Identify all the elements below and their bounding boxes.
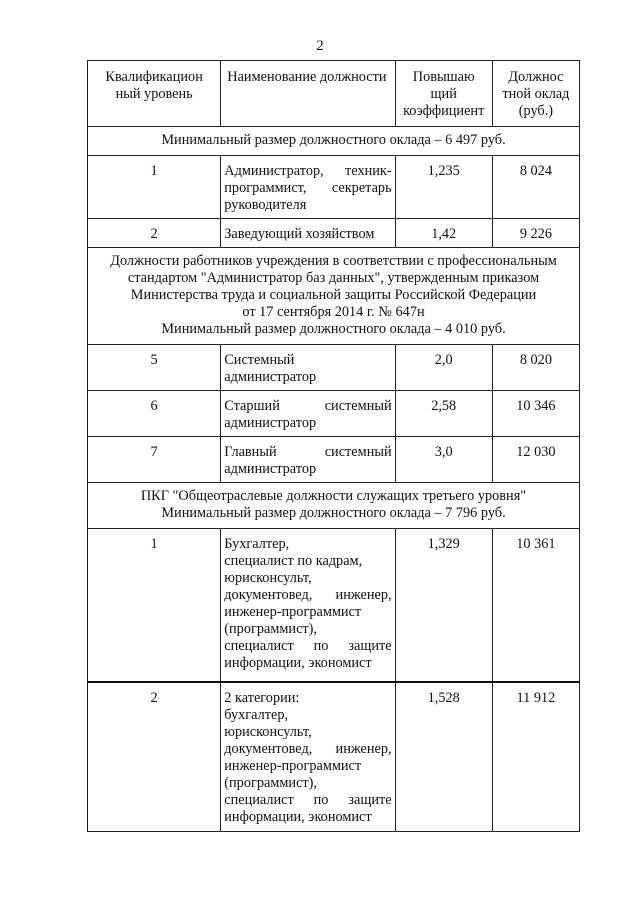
level-cell: 1 (88, 529, 221, 682)
salary-cell: 9 226 (492, 219, 579, 248)
header-qualification-level: Квалификацион ный уровень (88, 61, 221, 127)
table-row (88, 391, 580, 437)
salary-cell: 8 020 (492, 345, 579, 391)
level-cell: 7 (88, 437, 221, 483)
level-cell: 6 (88, 391, 221, 437)
salary-cell: 10 346 (492, 391, 579, 437)
salary-cell: 10 361 (492, 529, 579, 682)
section-band (88, 248, 580, 345)
page-number: 2 (316, 38, 324, 54)
section-band (88, 127, 580, 156)
position-cell: Старший системный администратор (221, 391, 395, 437)
band-text: Должности работников учреждения в соответствии с профессиональным стандартом "Администратор баз данных", утвержденным приказом Министерства труда и социальной защиты Российской Федерации от 17 сентября 2014 г. № 647н Минимальный размер должностного оклада – 4 010 руб. (88, 248, 580, 345)
position-cell: 2 категории: бухгалтер, юрисконсульт, документовед, инженер, инженер-программист (программист), специалист по защите информации, экономист (221, 682, 395, 832)
table-row (88, 219, 580, 248)
coefficient-cell: 1,528 (395, 682, 492, 832)
position-cell: Бухгалтер, специалист по кадрам, юрисконсульт, документовед, инженер, инженер-программист (программист), специалист по защите информации, экономист (221, 529, 395, 682)
table-row (88, 437, 580, 483)
table-header-row (88, 61, 580, 127)
coefficient-cell: 1,329 (395, 529, 492, 682)
level-cell: 2 (88, 219, 221, 248)
salary-cell: 8 024 (492, 156, 579, 219)
level-cell: 2 (88, 682, 221, 832)
table-row (88, 529, 580, 682)
band-text: ПКГ "Общеотраслевые должности служащих третьего уровня" Минимальный размер должностного оклада – 7 796 руб. (88, 483, 580, 529)
table-row (88, 156, 580, 219)
table-row (88, 682, 580, 832)
section-band (88, 483, 580, 529)
salary-cell: 12 030 (492, 437, 579, 483)
salary-cell: 11 912 (492, 682, 579, 832)
position-cell: Администратор, техник- программист, секретарь руководителя (221, 156, 395, 219)
coefficient-cell: 2,58 (395, 391, 492, 437)
band-text: Минимальный размер должностного оклада – 6 497 руб. (88, 127, 580, 156)
coefficient-cell: 3,0 (395, 437, 492, 483)
level-cell: 5 (88, 345, 221, 391)
header-position-name: Наименование должности (221, 61, 395, 127)
position-cell: Главный системный администратор (221, 437, 395, 483)
position-cell: Системный администратор (221, 345, 395, 391)
coefficient-cell: 1,235 (395, 156, 492, 219)
salary-table (87, 60, 580, 832)
header-coefficient: Повышаю щий коэффициент (395, 61, 492, 127)
position-cell: Заведующий хозяйством (221, 219, 395, 248)
table-row (88, 345, 580, 391)
coefficient-cell: 1,42 (395, 219, 492, 248)
header-salary: Должнос тной оклад (руб.) (492, 61, 579, 127)
level-cell: 1 (88, 156, 221, 219)
coefficient-cell: 2,0 (395, 345, 492, 391)
